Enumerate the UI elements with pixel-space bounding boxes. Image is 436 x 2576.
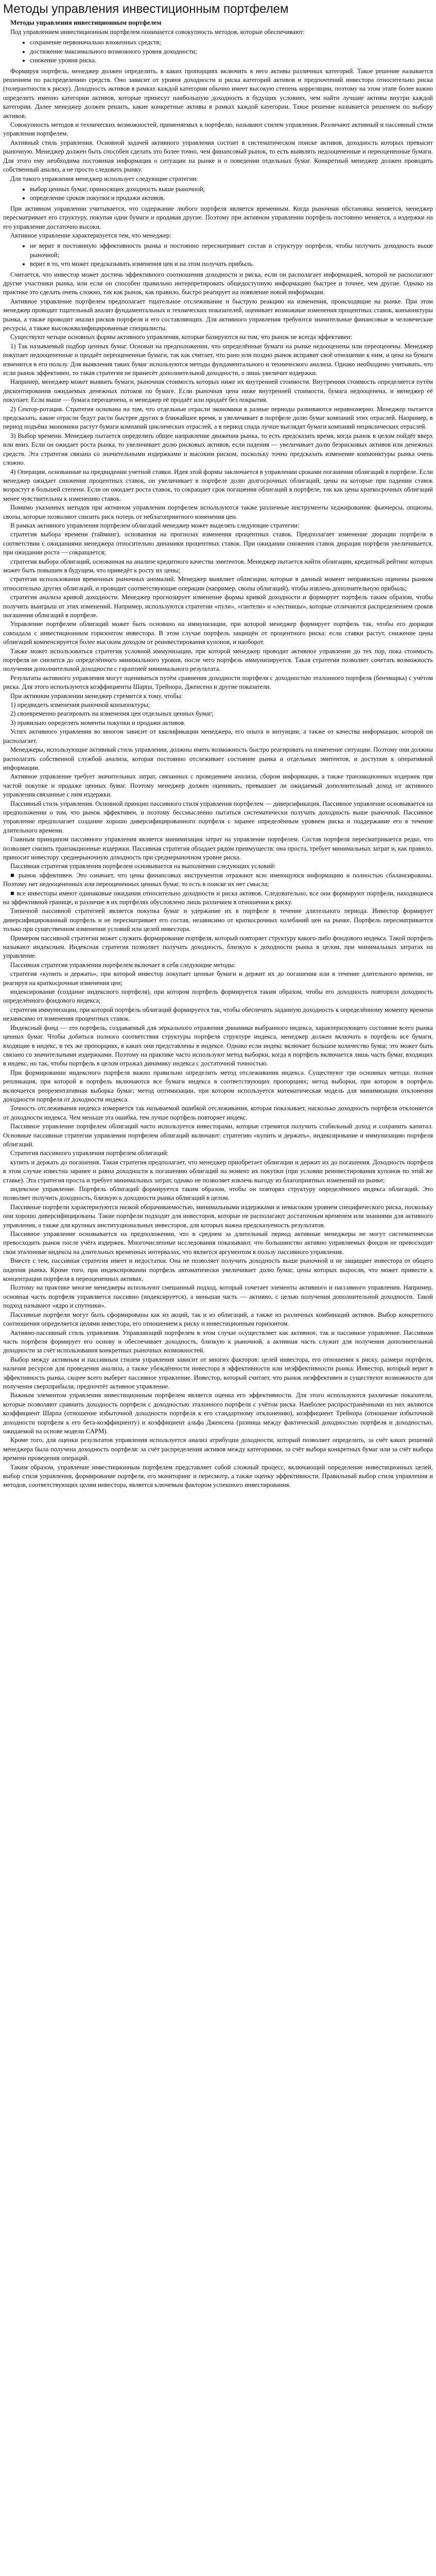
paragraph: Важным элементом управления инвестиционным портфелем является оценка его эффективности. Для этого используются различные показатели, которые позволяют сравнить доходность портфеля с доходностью эталонного портфеля с учётом риска. Наиболее распространёнными из них являются коэффициент Шарпа (отношение избыточной доходности портфеля к его стандартному отклонению), коэффициент Трейнора (отношение избыточной доходности портфеля к его бета-коэффициенту) и коэффициент альфа Дженсена (разница между фактической доходностью портфеля и доходностью, ожидаемой на основе модели CAPM).	[3, 1392, 433, 1435]
bullet-list-item: • верит в то, что может предсказывать изменения цен и на этом получать прибыль.	[30, 260, 433, 268]
paragraph: Помимо указанных методов при активном управлении портфелем используются также различные инструменты хеджирования: фьючерсы, опционы, свопы, которые позволяют снизить риск потерь от неблагоприятного изменения цен.	[3, 504, 433, 520]
paragraph: В рамках активного управления портфелем облигаций менеджер может выделять следующие стратегии:	[10, 521, 300, 529]
section-title: Методы управления инвестиционным портфелем	[10, 19, 162, 26]
paragraph: Под управлением инвестиционным портфелем понимается совокупность методов, которые обеспечивают:	[10, 28, 305, 36]
paragraph: Управление портфелем облигаций может быть основано на иммунизации, при которой менеджер формирует портфель так, чтобы его дюрация совпадала с инвестиционным горизонтом инвестора. В этом случае портфель защищён от процентного риска: если ставки растут, снижение цены облигаций компенсируется более высоким доходом от реинвестирования купонов, и наоборот.	[3, 620, 433, 646]
paragraph: стратегия «купить и держать», при которой инвестор покупает ценные бумаги и держит их до погашения или в течение длительного времени, не реагируя на краткосрочные изменения цен;	[3, 970, 433, 987]
paragraph: Типичной пассивной стратегией является покупка бумаг и удержание их в портфеле в течение длительного периода. Инвестор формирует диверсифицированный портфель и не пересматривает его состав, независимо от краткосрочных колебаний цен на рынке. Портфель пересматривается только при существенном изменении условий или целей инвестора.	[3, 907, 433, 933]
paragraph: Активное управление характеризуется тем, что менеджер:	[10, 231, 171, 239]
paragraph: Формируя портфель, менеджер должен определить, в каких пропорциях включить в него активы различных категорий. Такое решение называется решением по распределению средств. Оно зависит от уровня доходности и риска категорий активов и предпочтений инвестора относительно риска (толерантности к риску). Доходность активов в рамках каждой категории обычно имеет высокую степень корреляции, поэтому на этом этапе более важно определить именно категории активов, которые принесут наибольшую доходность в будущих условиях, чем найти лучшие активы внутри каждой категории. Далее менеджер должен решить, какие конкретные активы в рамках каждой категории. Такое решение называется решением по выбору активов.	[3, 67, 433, 120]
bullet-list	[3, 38, 433, 65]
paragraph: Поэтому на практике многие менеджеры используют смешанный подход, который сочетает элементы активного и пассивного управления. Например, основная часть портфеля управляется пассивно (индексируется), а меньшая часть — активно, с целью получения дополнительной доходности. Такой подход называют «ядро и спутники».	[3, 1284, 433, 1310]
paragraph: ■ рынок эффективен. Это означает, что цены финансовых инструментов отражают всю имеющуюся информацию и полностью сбалансированы. Поэтому нет недооцененных или переоцененных ценных бумаг, то есть в поиске их нет смысла;	[3, 871, 433, 888]
paragraph: Например, менеджер может выявить бумаги, рыночная стоимость которых ниже их внутренней стоимости. Внутренняя стоимость определяется путём дисконтирования ожидаемых денежных потоков по бумаге. Если рыночная цена ниже внутренней стоимости, бумага недооценена, и менеджер её покупает. Если выше — бумага переоценена, и менеджер её продаёт или продаёт без покрытия.	[3, 378, 433, 404]
paragraph: стратегия использования временных рыночных аномалий. Менеджер выявляет облигации, которые в данный момент неправильно оценены рынком относительно других облигаций, и проводит соответствующие операции (например, свопы облигаций), чтобы извлечь дополнительную прибыль;	[3, 575, 433, 592]
bullet-list-item: • выбор ценных бумаг, приносящих доходность выше рыночной;	[30, 185, 433, 194]
paragraph: ■ все инвесторы имеют одинаковые ожидания относительно доходности и риска активов. Следовательно, все они формируют портфели, находящиеся на эффективной границе, и различие в их портфелях обусловлено лишь различием в отношении к риску.	[3, 889, 433, 906]
paragraph: Выбор между активным и пассивным стилем управления зависит от многих факторов: целей инвестора, его отношения к риску, размера портфеля, наличия ресурсов для проведения анализа, а также убеждённости инвестора в эффективности или неэффективности рынка. Инвестор, который верит в эффективность рынка, скорее всего выберет пассивное управление. Инвестор, который считает, что рынок неэффективен и существуют возможности для получения сверхприбыли, предпочтёт активное управление.	[3, 1355, 433, 1390]
paragraph: Таким образом, управление инвестиционным портфелем представляет собой сложный процесс, включающий определение инвестиционных целей, выбор стиля управления, формирование портфеля, его мониторинг и пересмотр, а также оценку эффективности. Правильный выбор стиля управления и методов, соответствующих целям инвестора, является ключевым фактором успешного инвестирования.	[3, 1463, 433, 1489]
page-title: Методы управления инвестиционным портфелем	[3, 2, 289, 16]
paragraph: индексирование (создание индексного портфеля), при котором портфель формируется таким образом, чтобы его доходность повторяла доходность определённого фондового индекса;	[3, 988, 433, 1005]
paragraph: Успех активного управления во многом зависит от квалификации менеджера, его опыта и интуиции, а также от качества информации, которой он располагает.	[3, 728, 433, 744]
paragraph: 3) Выбор времени. Менеджер пытается определить общее направление движения рынка, то есть предсказать время, когда рынок в целом пойдёт вверх или вниз. Если он ожидает роста рынка, то увеличивает долю рисковых активов, если падения — увеличивает долю безрисковых активов или денежных средств. Эта стратегия связана со значительными издержками и высоким риском, поскольку точно предсказать изменение конъюнктуры рынка очень сложно.	[3, 432, 433, 467]
paragraph: Менеджеры, использующие активный стиль управления, должны иметь возможность быстро реагировать на изменение ситуации. Поэтому они должны располагать собственной службой анализа, которая постоянно отслеживает состояние рынка и отдельных эмитентов, и доступом к оперативной информации.	[3, 746, 433, 771]
paragraph: Активно-пассивный стиль управления. Управляющий портфелем в этом случае осуществляет как активное, так и пассивное управление. Пассивная часть портфеля формирует его основу и обеспечивает доходность, близкую к рыночной, а активная часть служит для получения дополнительной доходности за счёт использования конкретных рыночных возможностей.	[3, 1329, 433, 1354]
paragraph: 2) Сектор-ротация. Стратегия основана на том, что отдельные отрасли экономики в разные периоды развиваются неравномерно. Менеджер пытается предсказать, какие отрасли будут расти быстрее других в ближайшее время, и увеличивает в портфеле долю бумаг компаний этих отраслей. Например, в период подъёма экономики растут бумаги компаний циклических отраслей, а в период спада лучше выглядят бумаги компаний нециклических отраслей.	[3, 405, 433, 431]
paragraph: Примером пассивной стратегии может служить формирование портфеля, который повторяет структуру какого-либо фондового индекса. Такой портфель называют индексным. Индексная стратегия позволяет получать доходность, близкую к доходности рынка в целом, при минимальных затратах на управление.	[3, 934, 433, 960]
paragraph: Активное управление требует значительных затрат, связанных с проведением анализа, сбором информации, а также транзакционных издержек при частой покупке и продаже ценных бумаг. Поэтому менеджер должен оценивать, превышает ли ожидаемый дополнительный доход от активного управления связанные с ним издержки.	[3, 773, 433, 799]
paragraph: стратегия анализа кривой доходности. Менеджер прогнозирует изменение формы кривой доходности и формирует портфель таким образом, чтобы получить выигрыш от этих изменений. Например, используются стратегии «пули», «гантели» и «лестницы», которые отличаются распределением сроков погашения облигаций в портфеле.	[3, 594, 433, 619]
article-body	[3, 28, 433, 1490]
bullet-list-item: • достижение максимального возможного уровня доходности;	[30, 47, 433, 56]
paragraph: При активном управлении учитывается, что содержание любого портфеля является временным. Когда рыночная обстановка меняется, менеджер пересматривает его структуру, покупая одни бумаги и продавая другие. Поэтому при активном управлении портфель постоянно меняется, а издержки на его управление достаточно высоки.	[3, 205, 433, 230]
paragraph: 2) своевременно реагировать на изменения цен отдельных ценных бумаг;	[10, 710, 214, 718]
paragraph: Кроме того, для оценки результатов управления используется анализ атрибуции доходности, который позволяет определить, за счёт каких решений менеджера была получена доходность портфеля: за счёт распределения активов между категориями, за счёт выбора конкретных бумаг или за счёт выбора времени проведения операций.	[3, 1436, 433, 1462]
paragraph: Главным принципом пассивного управления является минимизация затрат на управление портфелем. Состав портфеля пересматривается редко, что позволяет снизить транзакционные издержки. Пассивная стратегия обладает рядом преимуществ: она проста, требует минимальных затрат и, как правило, приносит инвестору среднерыночную доходность при среднерыночном уровне риска.	[3, 836, 433, 861]
paragraph: Совокупность методов и технических возможностей, применяемых к портфелю, называют стилем управления. Различают активный и пассивный стили управления портфелем.	[3, 121, 433, 138]
paragraph: 4) Операции, основанные на предвидении учетной ставки. Идея этой формы заключается в управлении сроками погашения облигаций в портфеле. Если менеджер ожидает снижения процентных ставок, он увеличивает в портфеле долю долгосрочных облигаций, цены на которые при падении ставок возрастут в большей степени. Если он ожидает роста ставок, то сокращает срок погашения облигаций в портфеле, так как цены краткосрочных облигаций менее чувствительны к изменению ставок.	[3, 468, 433, 502]
paragraph: Пассивное управление основывается на предположении, что в среднем за длительный период активные менеджеры не могут систематически превосходить рынок после учёта издержек. Многочисленные исследования показывают, что большинство активно управляемых фондов не превосходят свои эталонные индексы на длительных временных интервалах, что является аргументом в пользу пассивного управления.	[3, 1230, 433, 1256]
bullet-list	[3, 185, 433, 203]
paragraph: стратегия иммунизации, при которой портфель облигаций формируется так, чтобы обеспечить заданную доходность к определённому моменту времени независимо от изменения процентных ставок.	[3, 1006, 433, 1023]
bullet-list-item: • определение сроков покупки и продажи активов.	[30, 194, 433, 202]
paragraph: Для такого управления менеджер использует следующие стратегии:	[10, 175, 198, 182]
paragraph: Активный стиль управления. Основной задачей активного управления состоит в систематическом поиске активов, доходность которых превысит рыночную. Менеджер должен быть способен сделать это более точно, чем финансовый рынок, то есть выявлять недооцененные и переоцененные бумаги. Для этого ему необходима постоянная информация о ситуации на рынке и о поведении отдельных бумаг. Конкретный менеджер должен проводить собственный анализ, а не просто следовать рынку.	[3, 139, 433, 174]
paragraph: Пассивные портфели характеризуются низкой оборачиваемостью, минимальными издержками и невысоким уровнем специфического риска, поскольку они хорошо диверсифицированы. Такие портфели подходят для инвесторов, которые не располагают достаточным временем или знаниями для активного управления, а также для крупных институциональных инвесторов, для которых важна предсказуемость результатов.	[3, 1203, 433, 1229]
paragraph: купить и держать до погашения. Такая стратегия предполагает, что менеджер приобретает облигации и держит их до погашения. Доходность портфеля в этом случае известна заранее и равна доходности к погашению облигаций на момент их покупки (при условии реинвестирования купонов по этой же ставке). Эта стратегия проста и требует минимальных затрат, однако не позволяет извлечь выгоду из благоприятных изменений на рынке;	[3, 1158, 433, 1184]
bullet-list-item: • сохранение первоначально вложенных средств;	[30, 38, 433, 47]
paragraph: Активное управление портфелем предполагает тщательное отслеживание и быструю реакцию на изменения, происходящие на рынке. При этом менеджер проводит тщательный анализ фундаментальных и технических показателей, оценивает возможные изменения процентных ставок, конъюнктуры рынка, а также проводит анализ рисков портфеля и его составляющих. Для активного управления требуются значительные финансовые и человеческие ресурсы, а также высококвалифицированные специалисты.	[3, 297, 433, 332]
paragraph: Пассивное управление портфелем облигаций часто используется инвесторами, которые стремятся получить стабильный доход и сохранить капитал. Основные пассивные стратегии управления портфелем облигаций включают: стратегию «купить и держать», индексирование и иммунизацию портфеля облигаций.	[3, 1123, 433, 1148]
paragraph: При формировании индексного портфеля важно правильно определить метод отслеживания индекса. Существуют три основных метода: полная репликация, при которой в портфель включаются все бумаги индекса в соответствующих пропорциях; метод выборки, при котором в портфель включается репрезентативная выборка бумаг; метод оптимизации, при котором используется математическая модель для минимизации отклонения доходности портфеля от доходности индекса.	[3, 1069, 433, 1103]
paragraph: Вместе с тем, пассивная стратегия имеет и недостатки. Она не позволяет получить доходность выше рыночной и не защищает инвестора от общего падения рынка. Кроме того, при индексировании портфель автоматически увеличивает долю бумаг, цены которых выросли, что может привести к концентрации портфеля в переоцененных активах.	[3, 1257, 433, 1283]
paragraph: 3) правильно определять моменты покупки и продажи активов.	[10, 719, 186, 726]
paragraph: Существуют четыре основных формы активного управления, которые базируются на том, что рынок не всегда эффективен:	[10, 333, 352, 341]
paragraph: При активном управлении менеджер стремится к тому, чтобы:	[10, 692, 183, 700]
paragraph: Точность отслеживания индекса измеряется так называемой ошибкой отслеживания, которая показывает, насколько доходность портфеля отклоняется от доходности индекса. Чем меньше эта ошибка, тем лучше портфель повторяет индекс.	[3, 1105, 433, 1121]
paragraph: 1) предвидеть изменения рыночной конъюнктуры;	[10, 701, 150, 709]
paragraph: Пассивная стратегия управления портфелем основывается на выполнении следующих условий:	[10, 862, 276, 870]
paragraph: Пассивная стратегия управления портфелем включает в себя следующие методы:	[10, 961, 236, 969]
paragraph: Также может использоваться стратегия условной иммунизации, при которой менеджер проводит активное управление до тех пор, пока стоимость портфеля не снизится до определённого минимального уровня, после чего портфель иммунизируется. Такая стратегия позволяет сочетать возможность получения дополнительной доходности с гарантией минимального результата.	[3, 647, 433, 673]
paragraph: стратегия выбора времени (тайминг), основанная на прогнозах изменения процентных ставок. Предполагает изменение дюрации портфеля в соответствии с ожиданиями менеджера относительно динамики процентных ставок. При ожидании снижения ставок дюрация портфеля увеличивается, при ожидании роста — сокращается;	[3, 531, 433, 556]
bullet-list	[3, 242, 433, 268]
paragraph: Индексный фонд — это портфель, создаваемый для зеркального отражения динамики выбранного индекса, характеризующего состояние всего рынка ценных бумаг. Чтобы добиться полного соответствия структуры портфеля структуре индекса, менеджер должен включать в портфель все бумаги, входящие в индекс, в тех же пропорциях, в каких они представлены в индексе. Однако если индекс включает большое количество бумаг, это может быть связано со значительными издержками. Поэтому на практике часто используют метод выборки, когда в портфель включается лишь часть бумаг, входящих в индекс, но так, чтобы портфель в целом отражал динамику индекса с достаточной точностью.	[3, 1024, 433, 1067]
paragraph: 1) Так называемый подбор ценных бумаг. Основан на предположении, что определённые бумаги на рынке недооценены или переоценены. Менеджер покупает недооцененные и продаёт переоцененные бумаги, так как считает, что рано или поздно рынок исправит своё отношение к ним, и цена на бумаги изменится в его пользу. Для выявления таких бумаг используются методы фундаментального и технического анализа. Однако необходимо учитывать, что если рынок эффективен, то такая стратегия не принесёт дополнительной доходности, а лишь увеличит издержки.	[3, 342, 433, 377]
paragraph: стратегия выбора облигаций, основанная на анализе кредитного качества эмитентов. Менеджер пытается найти облигации, кредитный рейтинг которых может быть повышен в будущем, что приведёт к росту их цены;	[3, 557, 433, 574]
paragraph: Считается, что инвестор может достичь эффективного соотношения доходности и риска, если он располагает информацией, которой не располагают другие участники рынка, или если он способен правильно интерпретировать общедоступную информацию быстрее и точнее, чем другие. Однако на практике это сделать очень сложно, так как рынок, как правило, быстро реагирует на появление новой информации.	[3, 270, 433, 296]
paragraph: Пассивный стиль управления. Основной принцип пассивного стиля управления портфелем — диверсификация. Пассивное управление основывается на предположении о том, что рынок эффективен, и поэтому бессмысленно пытаться систематически получать доходность выше рыночной. Пассивное управление предполагает создание хорошо диверсифицированного портфеля с заранее определённым уровнем риска и поддержание его в течение длительного времени.	[3, 800, 433, 834]
paragraph: индексное управление. Портфель облигаций формируется таким образом, чтобы он повторял структуру определённого индекса облигаций. Это позволяет получить доходность, близкую к доходности рынка облигаций в целом.	[3, 1185, 433, 1202]
paragraph: Результаты активного управления могут оцениваться путём сравнения доходности портфеля с доходностью эталонного портфеля (бенчмарка) с учётом риска. Для этого используются коэффициенты Шарпа, Трейнора, Дженсена и другие показатели.	[3, 674, 433, 691]
bullet-list-item: • не верит в постоянную эффективность рынка и постоянно пересматривает состав и структуру портфеля, чтобы получить доходность выше рыночной;	[30, 242, 433, 260]
paragraph: Стратегия пассивного управления портфелем облигаций:	[10, 1149, 169, 1157]
paragraph: Пассивные портфели могут быть сформированы как из акций, так и из облигаций, а также из различных комбинаций активов. Выбор конкретного соотношения определяется целями инвестора, его отношением к риску и инвестиционным горизонтом.	[3, 1311, 433, 1328]
bullet-list-item: • снижение уровня риска.	[30, 56, 433, 65]
